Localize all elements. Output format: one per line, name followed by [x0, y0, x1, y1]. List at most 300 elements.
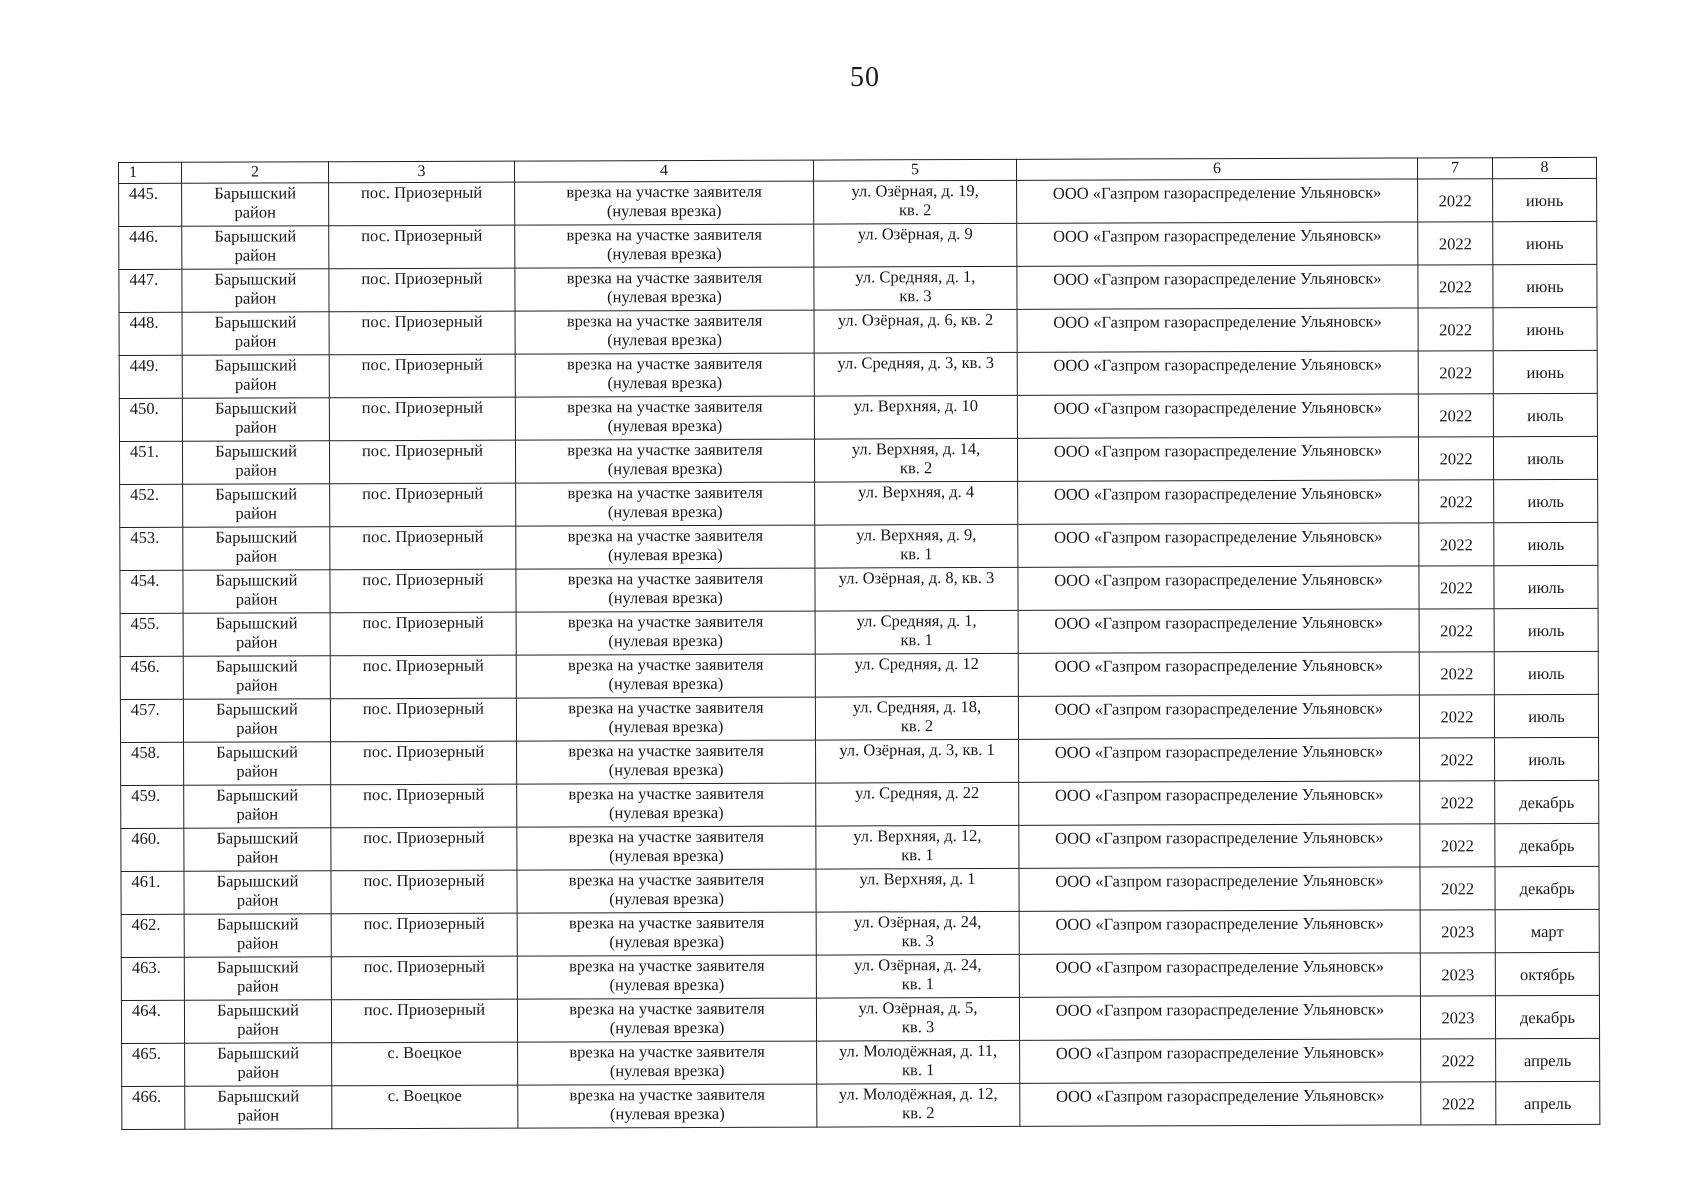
- year-value: 2023: [1441, 964, 1475, 984]
- address-cell: [814, 352, 1017, 396]
- year-cell: [1418, 265, 1493, 308]
- row-number-cell: [121, 828, 184, 871]
- year-cell: [1420, 910, 1495, 953]
- work-type-line: врезка на участке заявителя: [567, 396, 763, 417]
- district-line: район: [236, 761, 278, 781]
- work-type-cell: [515, 267, 814, 311]
- row-number: 458.: [131, 742, 160, 762]
- month-cell: [1496, 1038, 1600, 1081]
- district-line: Барышский: [214, 226, 297, 246]
- settlement-name: пос. Приозерный: [361, 225, 483, 246]
- address-cell: [815, 696, 1018, 740]
- column-header-1: 1: [119, 162, 182, 183]
- district-line: район: [236, 675, 278, 695]
- district-line: район: [234, 374, 277, 394]
- year-cell: [1420, 781, 1495, 824]
- district-cell: [184, 742, 331, 786]
- district-line: район: [237, 1019, 279, 1039]
- district-line: Барышский: [215, 699, 298, 719]
- year-value: 2022: [1438, 190, 1472, 210]
- work-type-cell: [515, 181, 814, 225]
- year-value: 2022: [1438, 233, 1472, 253]
- district-line: Барышский: [215, 484, 298, 504]
- table-row: [119, 307, 1597, 355]
- organization-cell: [1017, 222, 1418, 266]
- address-line: кв. 3: [899, 286, 932, 306]
- address-line: кв. 2: [899, 458, 933, 478]
- year-cell: [1419, 695, 1494, 738]
- address-line: кв. 1: [901, 1060, 935, 1080]
- work-type-line: врезка на участке заявителя: [567, 611, 764, 632]
- month-cell: [1493, 350, 1597, 393]
- organization-cell: [1018, 695, 1419, 739]
- district-line: Барышский: [216, 871, 299, 891]
- row-number-cell: [120, 570, 183, 613]
- month-cell: [1494, 479, 1598, 522]
- settlement-cell: [330, 698, 516, 742]
- district-cell: [184, 828, 331, 872]
- work-type-line: (нулевая врезка): [607, 329, 722, 350]
- work-type-line: врезка на участке заявителя: [566, 181, 762, 202]
- month-value: июль: [1527, 663, 1565, 683]
- district-line: район: [236, 804, 279, 824]
- district-line: Барышский: [215, 570, 298, 590]
- work-type-cell: [518, 1084, 817, 1128]
- address-cell: [816, 825, 1019, 869]
- address-cell: [816, 954, 1019, 998]
- work-type-line: (нулевая врезка): [607, 372, 723, 393]
- gas-connection-table: [118, 157, 1600, 1130]
- work-type-line: (нулевая врезка): [608, 673, 724, 694]
- row-number: 460.: [131, 828, 161, 848]
- row-number: 452.: [130, 484, 160, 504]
- row-number-cell: [121, 957, 184, 1000]
- address-cell: [814, 180, 1017, 224]
- district-line: район: [235, 589, 278, 609]
- row-number: 448.: [129, 312, 159, 332]
- address-cell: [816, 911, 1019, 955]
- district-line: Барышский: [215, 656, 298, 676]
- settlement-cell: [330, 483, 516, 527]
- table-row: [121, 780, 1599, 828]
- table-row: [120, 565, 1598, 613]
- organization-cell: [1017, 394, 1418, 438]
- district-cell: [182, 269, 329, 313]
- table-row: [119, 264, 1597, 312]
- organization-name: ООО «Газпром газораспределение Ульяновск»: [1055, 999, 1385, 1020]
- organization-cell: [1019, 738, 1420, 782]
- table-row: [119, 178, 1597, 226]
- work-type-line: (нулевая врезка): [608, 716, 724, 737]
- address-cell: [816, 868, 1019, 912]
- month-value: июль: [1527, 405, 1564, 425]
- row-number: 456.: [130, 656, 160, 676]
- settlement-name: пос. Приозерный: [362, 569, 484, 590]
- settlement-cell: [329, 440, 515, 484]
- work-type-line: врезка на участке заявителя: [567, 482, 763, 503]
- column-header-6: 6: [1016, 158, 1417, 180]
- year-cell: [1419, 609, 1494, 652]
- address-cell: [816, 997, 1019, 1041]
- address-cell: [814, 266, 1017, 310]
- row-number-cell: [122, 1043, 185, 1086]
- address-line: кв. 2: [902, 1103, 935, 1123]
- table-row: [120, 651, 1598, 699]
- year-cell: [1419, 652, 1494, 695]
- settlement-cell: [331, 999, 517, 1043]
- month-value: июнь: [1525, 190, 1564, 210]
- row-number-cell: [120, 527, 183, 570]
- district-line: Барышский: [214, 355, 297, 375]
- month-cell: [1493, 178, 1597, 221]
- district-cell: [182, 398, 329, 442]
- address-cell: [815, 653, 1018, 697]
- settlement-cell: [332, 1085, 518, 1129]
- organization-name: ООО «Газпром газораспределение Ульяновск»: [1053, 440, 1383, 461]
- district-line: район: [236, 847, 279, 867]
- district-line: Барышский: [216, 957, 299, 977]
- month-value: июнь: [1526, 319, 1564, 339]
- month-cell: [1495, 909, 1599, 952]
- settlement-cell: [329, 182, 515, 226]
- settlement-name: пос. Приозерный: [363, 870, 485, 891]
- settlement-name: пос. Приозерный: [360, 182, 483, 203]
- work-type-line: (нулевая врезка): [609, 974, 725, 995]
- organization-cell: [1019, 867, 1420, 911]
- year-value: 2022: [1439, 577, 1474, 597]
- district-cell: [182, 183, 329, 227]
- district-cell: [182, 441, 329, 485]
- organization-cell: [1017, 179, 1418, 223]
- year-value: 2022: [1439, 362, 1473, 382]
- work-type-line: врезка на участке заявителя: [566, 267, 763, 288]
- district-cell: [184, 785, 331, 829]
- organization-name: ООО «Газпром газораспределение Ульяновск»: [1053, 483, 1383, 504]
- district-line: район: [236, 718, 278, 738]
- work-type-line: (нулевая врезка): [606, 200, 722, 221]
- settlement-cell: [331, 784, 517, 828]
- month-value: декабрь: [1519, 792, 1575, 812]
- organization-cell: [1017, 351, 1418, 395]
- address-line: ул. Верхняя, д. 9,: [856, 525, 977, 545]
- address-line: ул. Озёрная, д. 6, кв. 2: [837, 309, 994, 330]
- district-line: Барышский: [214, 312, 297, 332]
- district-cell: [182, 355, 329, 399]
- address-line: ул. Верхняя, д. 10: [853, 395, 979, 416]
- work-type-line: (нулевая врезка): [609, 931, 725, 952]
- month-cell: [1495, 866, 1599, 909]
- table-row: [119, 350, 1597, 398]
- district-line: Барышский: [215, 441, 297, 461]
- district-line: район: [235, 503, 277, 523]
- settlement-cell: [331, 956, 517, 1000]
- work-type-line: (нулевая врезка): [608, 802, 724, 823]
- work-type-cell: [516, 697, 815, 741]
- district-line: Барышский: [214, 269, 297, 289]
- organization-name: ООО «Газпром газораспределение Ульяновск»: [1054, 655, 1384, 676]
- month-value: июль: [1527, 491, 1564, 511]
- month-value: июль: [1527, 577, 1565, 597]
- row-number-cell: [119, 355, 182, 398]
- table-row: [119, 393, 1597, 441]
- work-type-line: (нулевая врезка): [607, 286, 722, 307]
- address-line: кв. 3: [901, 1017, 935, 1037]
- settlement-cell: [330, 655, 516, 699]
- address-line: ул. Средняя, д. 18,: [852, 696, 982, 717]
- work-type-line: (нулевая врезка): [606, 243, 722, 264]
- district-line: район: [234, 202, 276, 222]
- month-value: июль: [1528, 749, 1565, 769]
- work-type-cell: [517, 740, 816, 784]
- work-type-line: врезка на участке заявителя: [569, 1041, 765, 1062]
- month-cell: [1495, 952, 1599, 995]
- address-line: кв. 3: [901, 931, 934, 951]
- row-number-cell: [121, 785, 184, 828]
- settlement-cell: [330, 612, 516, 656]
- organization-cell: [1018, 523, 1419, 567]
- row-number: 465.: [132, 1043, 162, 1063]
- year-cell: [1420, 738, 1495, 781]
- organization-name: ООО «Газпром газораспределение Ульяновск»: [1055, 956, 1385, 977]
- month-value: июнь: [1526, 276, 1564, 296]
- address-cell: [814, 223, 1017, 267]
- organization-name: ООО «Газпром газораспределение Ульяновск»: [1055, 913, 1384, 934]
- table-row: [122, 1081, 1600, 1129]
- row-number-cell: [120, 613, 183, 656]
- year-value: 2022: [1439, 319, 1473, 339]
- address-cell: [814, 309, 1017, 353]
- address-cell: [815, 610, 1018, 654]
- year-cell: [1418, 351, 1493, 394]
- year-cell: [1418, 179, 1493, 222]
- address-cell: [815, 524, 1018, 568]
- month-value: октябрь: [1519, 964, 1575, 984]
- work-type-cell: [518, 1041, 817, 1085]
- row-number-cell: [120, 484, 183, 527]
- year-cell: [1419, 523, 1494, 566]
- row-number-cell: [121, 1000, 184, 1043]
- month-cell: [1493, 264, 1597, 307]
- work-type-cell: [515, 224, 814, 268]
- address-line: ул. Верхняя, д. 14,: [851, 438, 981, 459]
- address-cell: [814, 395, 1017, 439]
- address-cell: [815, 567, 1018, 611]
- address-line: ул. Верхняя, д. 1: [859, 869, 976, 889]
- gas-connection-table-wrapper: [118, 157, 1591, 1130]
- year-cell: [1420, 824, 1495, 867]
- settlement-cell: [331, 870, 517, 914]
- column-header-2: 2: [182, 162, 329, 184]
- settlement-cell: [332, 1042, 518, 1086]
- address-line: кв. 1: [900, 630, 933, 650]
- district-cell: [185, 1086, 332, 1130]
- address-cell: [816, 782, 1019, 826]
- year-value: 2022: [1440, 792, 1474, 812]
- settlement-cell: [329, 225, 515, 269]
- work-type-line: врезка на участке заявителя: [568, 740, 764, 761]
- organization-name: ООО «Газпром газораспределение Ульяновск»: [1052, 182, 1382, 203]
- settlement-name: пос. Приозерный: [361, 440, 484, 461]
- month-cell: [1494, 694, 1598, 737]
- row-number-cell: [119, 398, 182, 441]
- work-type-cell: [516, 482, 815, 526]
- table-row: [120, 694, 1598, 742]
- address-line: ул. Озёрная, д. 3, кв. 1: [839, 739, 995, 760]
- address-line: ул. Молодёжная, д. 12,: [838, 1083, 998, 1104]
- district-cell: [185, 1043, 332, 1087]
- column-header-8: 8: [1492, 157, 1596, 178]
- month-value: июнь: [1526, 362, 1565, 382]
- year-value: 2022: [1439, 491, 1473, 511]
- month-cell: [1493, 436, 1597, 479]
- work-type-line: (нулевая врезка): [609, 845, 724, 866]
- work-type-line: врезка на участке заявителя: [569, 998, 765, 1019]
- row-number: 450.: [129, 398, 159, 418]
- month-value: март: [1530, 921, 1564, 941]
- year-cell: [1421, 1039, 1496, 1082]
- address-cell: [815, 481, 1018, 525]
- month-cell: [1493, 393, 1597, 436]
- year-value: 2022: [1440, 835, 1474, 855]
- district-line: район: [235, 632, 278, 652]
- work-type-line: врезка на участке заявителя: [567, 525, 764, 546]
- address-cell: [817, 1040, 1020, 1084]
- table-row: [121, 909, 1599, 957]
- district-cell: [184, 914, 331, 958]
- work-type-line: (нулевая врезка): [609, 1103, 725, 1124]
- column-header-7: 7: [1417, 158, 1492, 179]
- organization-name: ООО «Газпром газораспределение Ульяновск»: [1055, 1042, 1385, 1063]
- work-type-line: (нулевая врезка): [608, 630, 724, 651]
- work-type-line: врезка на участке заявителя: [568, 783, 764, 804]
- year-value: 2022: [1439, 405, 1473, 425]
- work-type-cell: [517, 912, 816, 956]
- address-line: ул. Средняя, д. 12: [854, 653, 979, 674]
- year-value: 2022: [1440, 749, 1474, 769]
- address-line: ул. Озёрная, д. 5,: [858, 998, 978, 1018]
- page-number: 50: [850, 62, 880, 93]
- district-line: Барышский: [215, 527, 298, 547]
- settlement-cell: [331, 913, 517, 957]
- organization-name: ООО «Газпром газораспределение Ульяновск»: [1054, 612, 1383, 633]
- table-row: [119, 221, 1597, 269]
- organization-cell: [1019, 781, 1420, 825]
- organization-name: ООО «Газпром газораспределение Ульяновск»: [1053, 268, 1382, 289]
- work-type-line: (нулевая врезка): [609, 1017, 725, 1038]
- row-number-cell: [122, 1086, 185, 1129]
- work-type-line: (нулевая врезка): [607, 544, 723, 565]
- work-type-line: (нулевая врезка): [608, 759, 724, 780]
- work-type-line: врезка на участке заявителя: [568, 826, 765, 847]
- district-line: район: [235, 546, 278, 566]
- row-number: 445.: [129, 183, 159, 203]
- district-line: район: [234, 331, 277, 351]
- row-number: 454.: [130, 570, 160, 590]
- organization-name: ООО «Газпром газораспределение Ульяновск»: [1054, 526, 1383, 547]
- month-value: июль: [1528, 706, 1565, 726]
- year-value: 2022: [1439, 534, 1473, 554]
- row-number-cell: [121, 914, 184, 957]
- column-header-5: 5: [813, 159, 1016, 181]
- organization-name: ООО «Газпром газораспределение Ульяновск»: [1053, 225, 1382, 246]
- settlement-name: пос. Приозерный: [363, 784, 485, 805]
- year-value: 2022: [1440, 663, 1474, 683]
- row-number-cell: [119, 183, 182, 226]
- work-type-line: врезка на участке заявителя: [567, 439, 763, 460]
- row-number: 462.: [131, 914, 161, 934]
- row-number-cell: [119, 312, 182, 355]
- settlement-cell: [329, 311, 515, 355]
- work-type-line: врезка на участке заявителя: [568, 912, 765, 933]
- year-cell: [1420, 996, 1495, 1039]
- work-type-line: (нулевая врезка): [608, 587, 723, 608]
- district-line: Барышский: [216, 828, 299, 848]
- work-type-line: врезка на участке заявителя: [569, 1084, 766, 1105]
- settlement-name: пос. Приозерный: [362, 655, 484, 676]
- row-number: 459.: [131, 785, 161, 805]
- table-row: [120, 608, 1598, 656]
- address-line: кв. 1: [901, 974, 935, 994]
- year-value: 2022: [1441, 878, 1475, 898]
- organization-cell: [1018, 609, 1419, 653]
- year-cell: [1420, 953, 1495, 996]
- district-line: Барышский: [217, 1043, 300, 1063]
- organization-cell: [1017, 437, 1418, 481]
- year-cell: [1418, 394, 1493, 437]
- table-row: [121, 995, 1599, 1043]
- work-type-line: (нулевая врезка): [609, 1060, 725, 1081]
- settlement-cell: [330, 569, 516, 613]
- settlement-name: с. Воецкое: [387, 1085, 462, 1106]
- settlement-name: пос. Приозерный: [363, 827, 485, 848]
- settlement-name: пос. Приозерный: [363, 913, 485, 934]
- district-line: Барышский: [216, 785, 299, 805]
- month-cell: [1494, 608, 1598, 651]
- settlement-cell: [329, 354, 515, 398]
- row-number: 457.: [130, 699, 160, 719]
- work-type-line: врезка на участке заявителя: [567, 654, 764, 675]
- row-number: 453.: [130, 527, 160, 547]
- work-type-cell: [516, 568, 815, 612]
- month-value: декабрь: [1519, 835, 1575, 855]
- month-value: апрель: [1524, 1093, 1572, 1113]
- district-cell: [183, 570, 330, 614]
- year-value: 2022: [1440, 620, 1474, 640]
- table-row: [121, 823, 1599, 871]
- year-value: 2022: [1439, 448, 1473, 468]
- column-header-3: 3: [329, 161, 515, 183]
- work-type-line: (нулевая врезка): [607, 415, 723, 436]
- row-number: 447.: [129, 269, 159, 289]
- work-type-cell: [517, 998, 816, 1042]
- district-line: район: [234, 288, 277, 308]
- row-number: 446.: [129, 226, 159, 246]
- settlement-name: пос. Приозерный: [361, 311, 483, 332]
- district-line: Барышский: [217, 1086, 300, 1106]
- district-line: Барышский: [216, 914, 299, 934]
- settlement-name: пос. Приозерный: [362, 612, 484, 633]
- address-line: ул. Средняя, д. 3, кв. 3: [837, 352, 994, 373]
- row-number-cell: [120, 699, 183, 742]
- row-number-cell: [119, 226, 182, 269]
- organization-cell: [1019, 953, 1420, 997]
- address-cell: [814, 438, 1017, 482]
- year-cell: [1418, 437, 1493, 480]
- month-cell: [1495, 737, 1599, 780]
- month-value: декабрь: [1519, 1007, 1576, 1027]
- settlement-cell: [331, 741, 517, 785]
- settlement-name: пос. Приозерный: [362, 526, 484, 547]
